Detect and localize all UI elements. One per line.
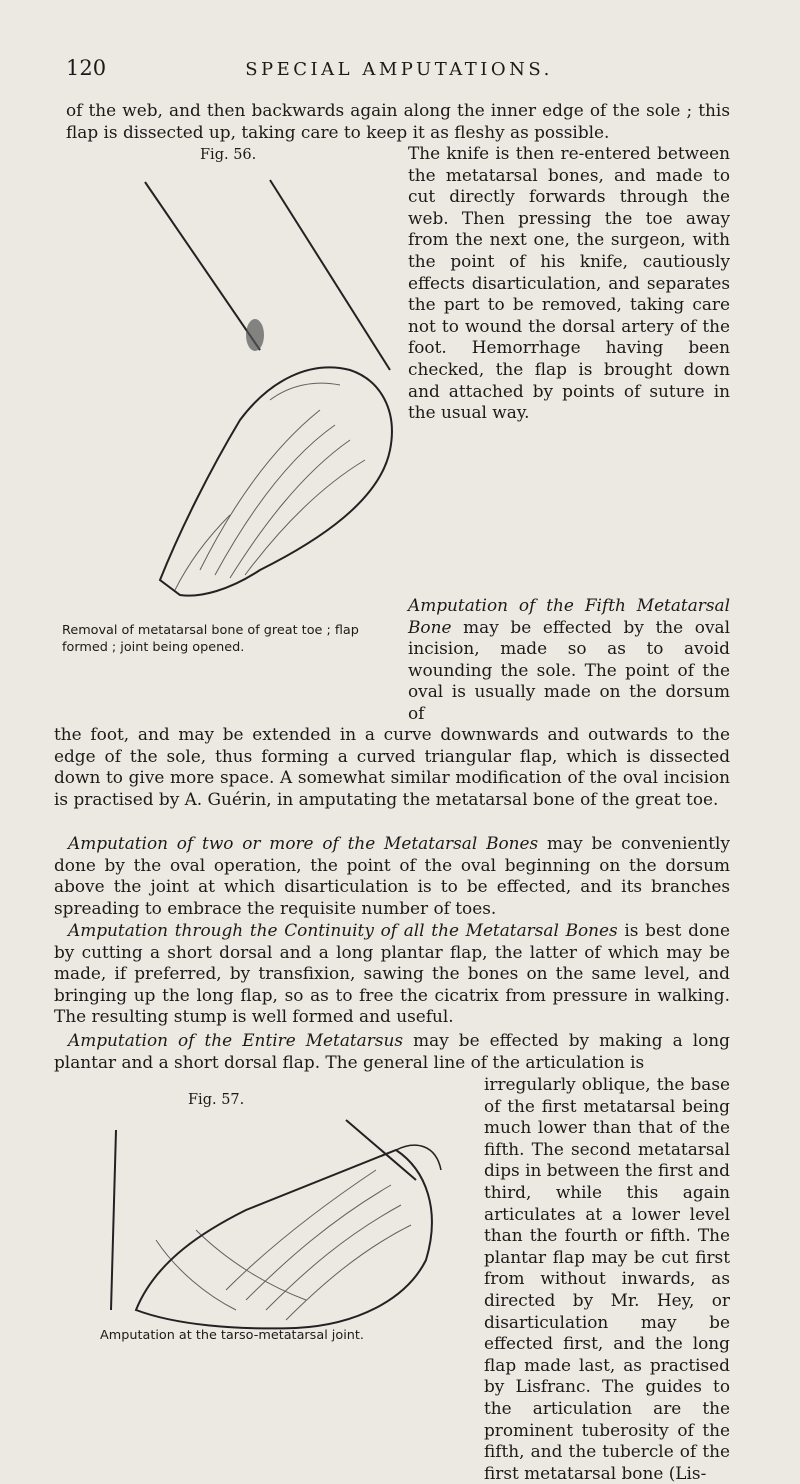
paragraph-4-title: Amputation through the Continuity of all the Metatarsal Bones [68,920,618,940]
paragraph-2-continued: the foot, and may be extended in a curve downwards and outwards to the edge of the sole, thus forming a curved triangular flap, which is dissected down to give more space. A somewhat similar modification of the oval incision is practised by A. Guérin, in amputating the metatarsal bone of the great toe. [54,724,730,809]
fig-56-caption-line-2: formed ; joint being opened. [62,640,245,655]
running-title: SPECIAL AMPUTATIONS. [245,59,553,80]
fig-57-label: Fig. 57. [188,1092,245,1108]
fig-57-caption: Amputation at the tarso-metatarsal joint. [100,1328,364,1343]
paragraph-5 [54,1030,730,1073]
paragraph-1-side-column: The knife is then re-entered between the metatarsal bones, and made to cut directly forwards through the web. Then pressing the toe away from the next one, the surgeon, with the point of his knife, cautiously effects disarticulation, and separates the part to be removed, taking care not to wound the dorsal artery of the foot. Hemorrhage having been checked, the flap is brought down and attached by points of suture in the usual way. [408,143,730,423]
paragraph-2-side-text: may be effected by the oval incision, made so as to avoid wounding the sole. The point of the oval is usually made on the dorsum of [408,616,730,723]
paragraph-1-opening: of the web, and then backwards again along the inner edge of the sole ; this flap is dissected up, taking care to keep it as fleshy as possible. [66,100,730,142]
paragraph-2-title: Amputation of the Fifth Metatarsal Bone [408,595,730,637]
paragraph-4-text: is best done by cutting a short dorsal and a long plantar flap, the latter of which may be made, if preferred, by transfixion, sawing the bones on the same level, and bringing up the long flap, so as to free the cicatrix from pressure in walking. The resulting stump is well formed and useful. [54,920,730,1027]
paragraph-3-text: may be conveniently done by the oval operation, the point of the oval beginning on the dorsum above the joint at which disarticulation is to be effected, and its branches spreading to embrace the requisite number of toes. [54,833,730,918]
fig-56-caption [62,622,402,656]
fig-56-caption-line-1: Removal of metatarsal bone of great toe ; flap [62,623,359,638]
fig-56-label: Fig. 56. [200,147,257,163]
fig-56-retractor-right [270,180,390,370]
paragraph-3 [54,833,730,919]
paragraph-2-side-column [408,595,730,725]
fig-57-retractor-right [346,1120,416,1180]
fig-56-foot-illustration [140,170,400,626]
fig-57-foot-outline [136,1150,432,1328]
page-number: 120 [66,56,107,80]
paragraph-5-title: Amputation of the Entire Metatarsus [68,1030,404,1050]
page-header [66,56,732,86]
paragraph-5-side-column: irregularly oblique, the base of the first metatarsal being much lower than that of the fifth. The second metatarsal dips in between the first and third, while this again articulates at a lower level than the fourth or fifth. The plantar flap may be cut first from without inwards, as directed by Mr. Hey, or disarticulation may be effected first, and the long flap made last, as practised by Lisfranc. The guides to the articulation are the prominent tuberosity of the fifth, and the tubercle of the first metatarsal bone (Lis- [484,1074,730,1483]
paragraph-5-text: may be effected by making a long plantar and a short dorsal flap. The general line of the articulation is [54,1030,730,1072]
fig-57-retractor-left [111,1130,116,1310]
paragraph-4 [54,920,730,1028]
paragraph-3-title: Amputation of two or more of the Metatarsal Bones [68,833,539,853]
fig-57-foot-illustration [96,1110,476,1338]
fig-56-retractor-left [145,182,260,350]
